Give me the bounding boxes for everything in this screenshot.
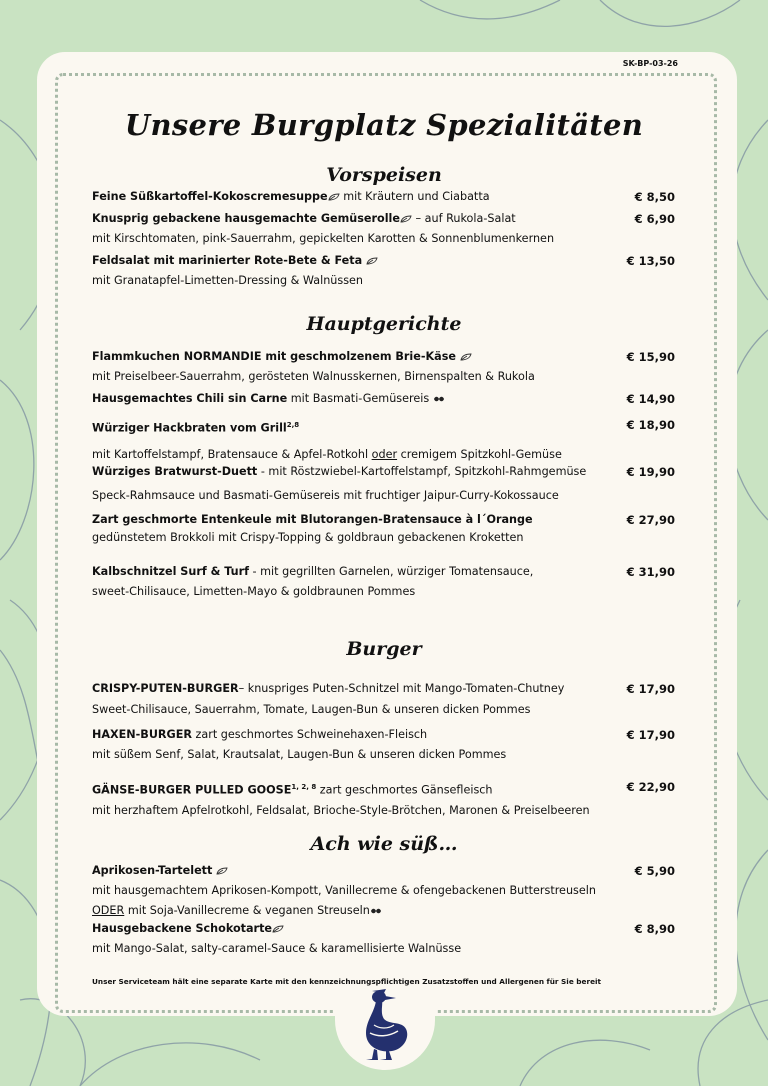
price-haxen-burger: € 17,90 [626, 728, 675, 742]
section-hauptgerichte: Hauptgerichte [306, 313, 462, 335]
price-flammkuchen: € 15,90 [626, 350, 675, 364]
price-chili: € 14,90 [626, 392, 675, 406]
menu-item-gaense-burger: GÄNSE-BURGER PULLED GOOSE$^{1, 2, 8}$ zart geschmortes Gänsefleisch mit herzhaftem Apfelrotkohl, Feldsalat, Brioche-Style-Brötchen, Maronen & Preiselbeeren [92, 783, 590, 817]
vegetarian-leaf-icon [400, 215, 412, 223]
allergen-note: Unser Serviceteam hält eine separate Karte mit den kennzeichnungspflichtigen Zusatzstoffen und Allergenen für Sie bereit [92, 977, 602, 986]
price-puten-burger: € 17,90 [626, 682, 675, 696]
menu-item-puten-burger: CRISPY-PUTEN-BURGER– knuspriges Puten-Schnitzel mit Mango-Tomaten-Chutney Sweet-Chilisauce, Sauerrahm, Tomate, Laugen-Bun & unseren dicken Pommes [92, 682, 565, 716]
price-aprikosen-tartelett: € 5,90 [634, 864, 675, 878]
price-gemueserolle: € 6,90 [634, 212, 675, 226]
menu-item-aprikosen-tartelett: Aprikosen-Tartelett mit hausgemachtem Aprikosen-Kompott, Vanillecreme & ofengebackenen Butterstreuseln ODER mit Soja-Vanillecreme & veganen Streuseln [92, 864, 596, 917]
price-feldsalat: € 13,50 [626, 254, 675, 268]
price-schokotarte: € 8,90 [634, 922, 675, 936]
menu-item-gemueserolle: Knusprig gebackene hausgemachte Gemüserolle – auf Rukola-Salat mit Kirschtomaten, pink-Sauerrahm, gepickelten Karotten & Sonnenblumenkernen [92, 212, 555, 245]
menu-item-hackbraten: Würziger Hackbraten vom Grill$^{2,8}$ mit Kartoffelstampf, Bratensauce & Apfel-Rotkohl oder cremigem Spitzkohl-Gemüse [92, 421, 562, 461]
menu-item-flammkuchen: Flammkuchen NORMANDIE mit geschmolzenem Brie-Käse mit Preiselbeer-Sauerrahm, gerösteten Walnusskernen, Birnenspalten & Rukola [92, 350, 535, 383]
vegan-leaf-icon [433, 395, 445, 403]
vegetarian-leaf-icon [216, 867, 228, 875]
price-entenkeule: € 27,90 [626, 513, 675, 527]
menu-code: SK-BP-03-26 [622, 59, 678, 68]
vegetarian-leaf-icon [366, 257, 378, 265]
price-gaense-burger: € 22,90 [626, 780, 675, 794]
price-bratwurst: € 19,90 [626, 465, 675, 479]
item-name: Feine Süßkartoffel-Kokoscremesuppe [92, 190, 328, 203]
menu-item-haxen-burger: HAXEN-BURGER zart geschmortes Schweinehaxen-Fleisch mit süßem Senf, Salat, Krautsalat, Laugen-Bun & unseren dicken Pommes [92, 728, 507, 761]
section-suess: Ach wie süß… [310, 833, 458, 855]
menu-item-suppe: Feine Süßkartoffel-Kokoscremesuppe mit Kräutern und Ciabatta [92, 190, 490, 203]
price-hackbraten: € 18,90 [626, 418, 675, 432]
page-title: Unsere Burgplatz Spezialitäten [124, 108, 644, 142]
vegetarian-leaf-icon [460, 353, 472, 361]
menu-item-entenkeule: Zart geschmorte Entenkeule mit Blutorangen-Bratensauce à l´Orange gedünstetem Brokkoli mit Crispy-Topping & goldbraun gebackenen Kroketten [92, 513, 533, 544]
menu-item-feldsalat: Feldsalat mit marinierter Rote-Bete & Feta mit Granatapfel-Limetten-Dressing & Walnüssen [92, 251, 682, 291]
price-kalbschnitzel: € 31,90 [626, 565, 675, 579]
vegetarian-leaf-icon [328, 193, 340, 201]
vegetarian-leaf-icon [272, 925, 284, 933]
vegan-leaf-icon [370, 907, 382, 915]
menu-item-bratwurst: Würziges Bratwurst-Duett - mit Röstzwiebel-Kartoffelstampf, Spitzkohl-Rahmgemüse Speck-Rahmsauce und Basmati-Gemüsereis mit fruchtiger Jaipur-Curry-Kokossauce [92, 465, 587, 502]
menu-item-chili: Hausgemachtes Chili sin Carne mit Basmati-Gemüsereis [92, 389, 682, 409]
section-vorspeisen: Vorspeisen [326, 164, 442, 186]
menu-item-kalbschnitzel: Kalbschnitzel Surf & Turf - mit gegrillten Garnelen, würziger Tomatensauce, sweet-Chilisauce, Limetten-Mayo & goldbraunen Pommes [92, 565, 534, 598]
menu-item-schokotarte: Hausgebackene Schokotarte mit Mango-Salat, salty-caramel-Sauce & karamellisierte Walnüsse [92, 922, 462, 955]
price-suppe: € 8,50 [634, 190, 675, 204]
goose-icon [352, 985, 418, 1061]
section-burger: Burger [346, 638, 422, 660]
